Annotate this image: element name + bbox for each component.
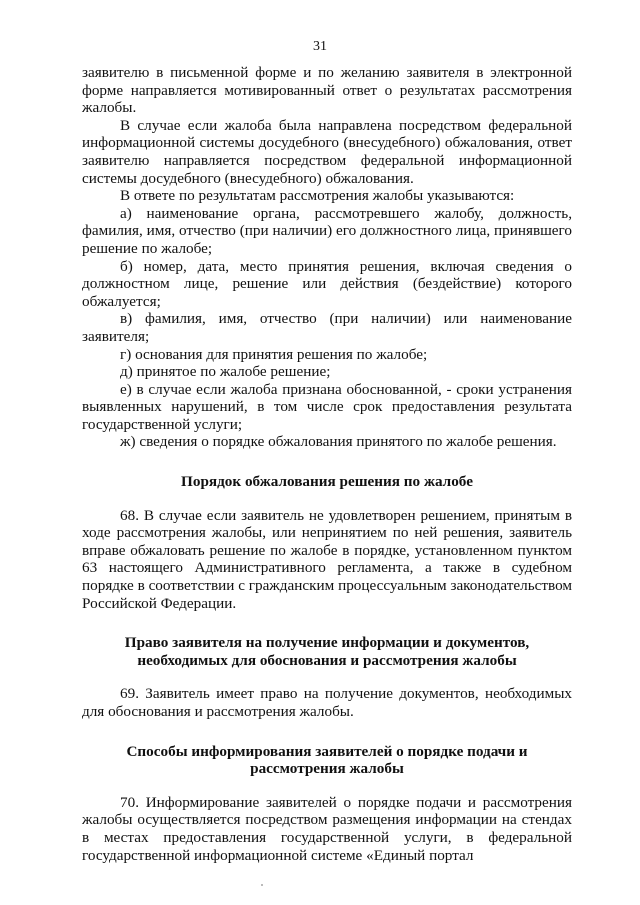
page-number: 31 <box>313 39 327 54</box>
list-item-zh: ж) сведения о порядке обжалования принятого по жалобе решения. <box>120 433 557 451</box>
paragraph-electronic-appeal: В случае если жалоба была направлена посредством федеральной информационной системы досудебного (внесудебного) обжалования, ответ заявителю направляется посредством федеральной информационной системы досудебного (внесудебного) обжалования. <box>82 116 572 187</box>
paragraph-70: 70. Информирование заявителей о порядке подачи и рассмотрения жалобы осуществляется посредством размещения информации на стендах в местах предоставления государственной услуги, в федеральной государственной информационной системе «Единый портал <box>82 793 572 864</box>
section-heading-information-right-line1: Право заявителя на получение информации и документов, <box>124 634 530 652</box>
paragraph-continued: заявителю в письменной форме и по желанию заявителя в электронной форме направляется мотивированный ответ о результатах рассмотрения жалобы. <box>82 64 572 117</box>
list-item-v: в) фамилия, имя, отчество (при наличии) или наименование заявителя; <box>82 310 572 345</box>
scan-speck <box>261 884 263 886</box>
paragraph-response-contents: В ответе по результатам рассмотрения жалобы указываются: <box>120 187 515 205</box>
paragraph-68: 68. В случае если заявитель не удовлетворен решением, принятым в ходе рассмотрения жалобы, или непринятием по ней решения, заявитель вправе обжаловать решение по жалобе в порядке, установленном пунктом 63 настоящего Административного регламента, а также в судебном порядке в соответствии с гражданским процессуальным законодательством Российской Федерации. <box>82 506 572 612</box>
list-item-b: б) номер, дата, место принятия решения, включая сведения о должностном лице, решение или действия (бездействие) которого обжалуется; <box>82 257 572 310</box>
section-heading-information-right-line2: необходимых для обоснования и рассмотрения жалобы <box>137 651 517 669</box>
section-heading-informing-methods-line1: Способы информирования заявителей о порядке подачи и <box>126 742 528 760</box>
document-body <box>82 64 572 864</box>
section-heading-informing-methods-line2: рассмотрения жалобы <box>250 760 404 778</box>
paragraph-69: 69. Заявитель имеет право на получение документов, необходимых для обоснования и рассмотрения жалобы. <box>82 685 572 720</box>
list-item-e: е) в случае если жалоба признана обоснованной, - сроки устранения выявленных нарушений, в том числе срок предоставления результата государственной услуги; <box>82 380 572 433</box>
section-heading-appeal-procedure: Порядок обжалования решения по жалобе <box>181 473 473 491</box>
list-item-a: а) наименование органа, рассмотревшего жалобу, должность, фамилия, имя, отчество (при наличии) его должностного лица, принявшего решение по жалобе; <box>82 204 572 257</box>
list-item-g: г) основания для принятия решения по жалобе; <box>120 345 428 363</box>
list-item-d: д) принятое по жалобе решение; <box>120 363 331 381</box>
